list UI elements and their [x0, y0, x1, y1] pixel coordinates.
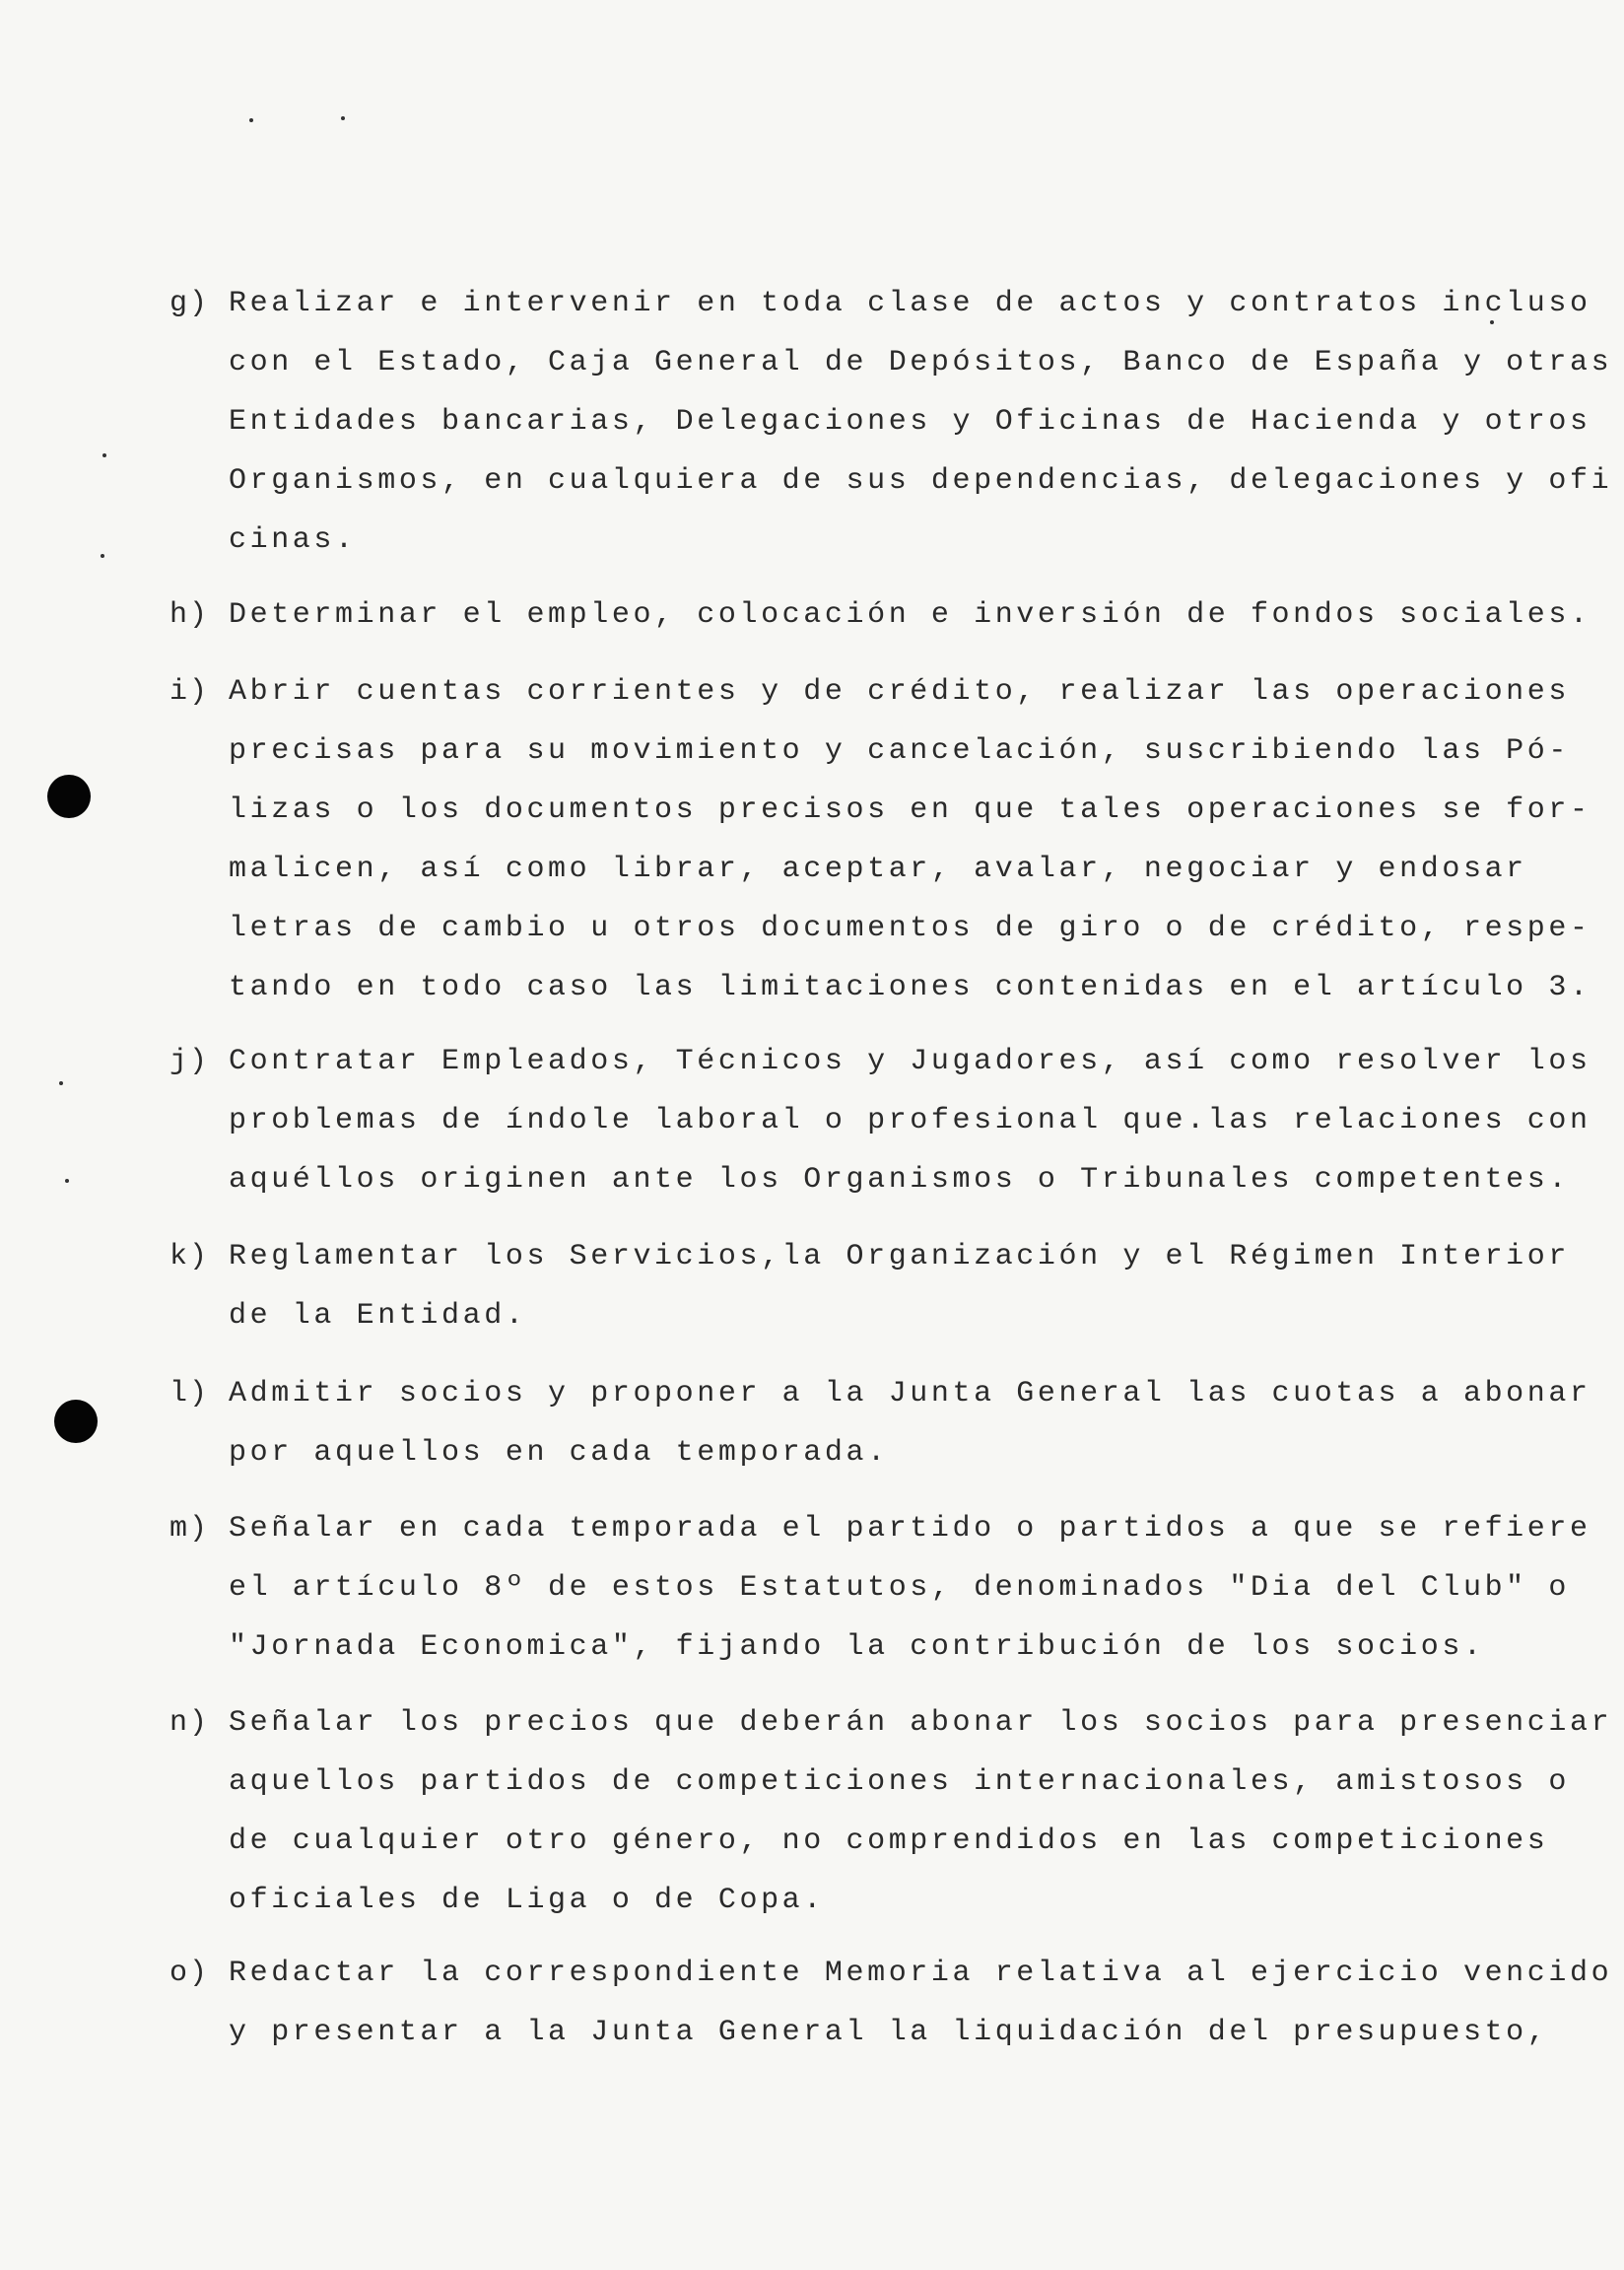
speck — [341, 116, 345, 120]
clause-line: Redactar la correspondiente Memoria relativa al ejercicio vencido — [229, 1957, 1613, 1990]
clause-line: Admitir socios y proponer a la Junta General las cuotas a abonar — [229, 1377, 1591, 1410]
clause-label: i) — [169, 675, 210, 709]
clause-line: por aquellos en cada temporada. — [229, 1436, 889, 1470]
punch-hole-top — [47, 775, 91, 818]
clause-line: "Jornada Economica", fijando la contribución de los socios. — [229, 1630, 1485, 1664]
speck — [59, 1081, 63, 1085]
clause-line: malicen, así como librar, aceptar, avalar, negociar y endosar — [229, 853, 1527, 886]
clause-label: m) — [169, 1512, 210, 1546]
clause-line: Señalar en cada temporada el partido o partidos a que se refiere — [229, 1512, 1591, 1546]
clause-line: y presentar a la Junta General la liquidación del presupuesto, — [229, 2016, 1549, 2049]
clause-line: de cualquier otro género, no comprendidos en las competiciones — [229, 1824, 1549, 1858]
clause-line: oficiales de Liga o de Copa. — [229, 1884, 825, 1917]
clause-line: precisas para su movimiento y cancelación, suscribiendo las Pó- — [229, 734, 1570, 768]
clause-line: lizas o los documentos precisos en que tales operaciones se for- — [229, 793, 1591, 827]
clause-label: o) — [169, 1957, 210, 1990]
clause-line: Contratar Empleados, Técnicos y Jugadores, así como resolver los — [229, 1045, 1591, 1078]
speck — [65, 1179, 69, 1183]
clause-label: g) — [169, 287, 210, 320]
clause-label: h) — [169, 598, 210, 632]
clause-label: l) — [169, 1377, 210, 1410]
punch-hole-bottom — [54, 1400, 98, 1443]
speck — [101, 554, 104, 558]
clause-line: Reglamentar los Servicios,la Organización y el Régimen Interior — [229, 1240, 1570, 1273]
clause-label: k) — [169, 1240, 210, 1273]
clause-label: j) — [169, 1045, 210, 1078]
speck — [102, 453, 106, 457]
clause-line: de la Entidad. — [229, 1299, 527, 1333]
clause-line: letras de cambio u otros documentos de giro o de crédito, respe- — [229, 912, 1591, 945]
clause-line: problemas de índole laboral o profesional que.las relaciones con — [229, 1104, 1591, 1137]
clause-line: tando en todo caso las limitaciones contenidas en el artículo 3. — [229, 971, 1591, 1004]
clause-line: Entidades bancarias, Delegaciones y Oficinas de Hacienda y otros — [229, 405, 1591, 439]
clause-line: Determinar el empleo, colocación e inversión de fondos sociales. — [229, 598, 1591, 632]
clause-line: Señalar los precios que deberán abonar los socios para presenciar — [229, 1706, 1613, 1740]
clause-line: aquellos partidos de competiciones internacionales, amistosos o — [229, 1765, 1570, 1799]
clause-line: cinas. — [229, 523, 357, 557]
clause-line: Realizar e intervenir en toda clase de actos y contratos incluso — [229, 287, 1591, 320]
clause-line: aquéllos originen ante los Organismos o Tribunales competentes. — [229, 1163, 1570, 1197]
clause-label: n) — [169, 1706, 210, 1740]
clause-line: Organismos, en cualquiera de sus dependencias, delegaciones y ofi — [229, 464, 1613, 498]
clause-line: Abrir cuentas corrientes y de crédito, realizar las operaciones — [229, 675, 1570, 709]
speck — [249, 118, 253, 122]
clause-line: con el Estado, Caja General de Depósitos, Banco de España y otras — [229, 346, 1613, 379]
clause-line: el artículo 8º de estos Estatutos, denominados "Dia del Club" o — [229, 1571, 1570, 1605]
